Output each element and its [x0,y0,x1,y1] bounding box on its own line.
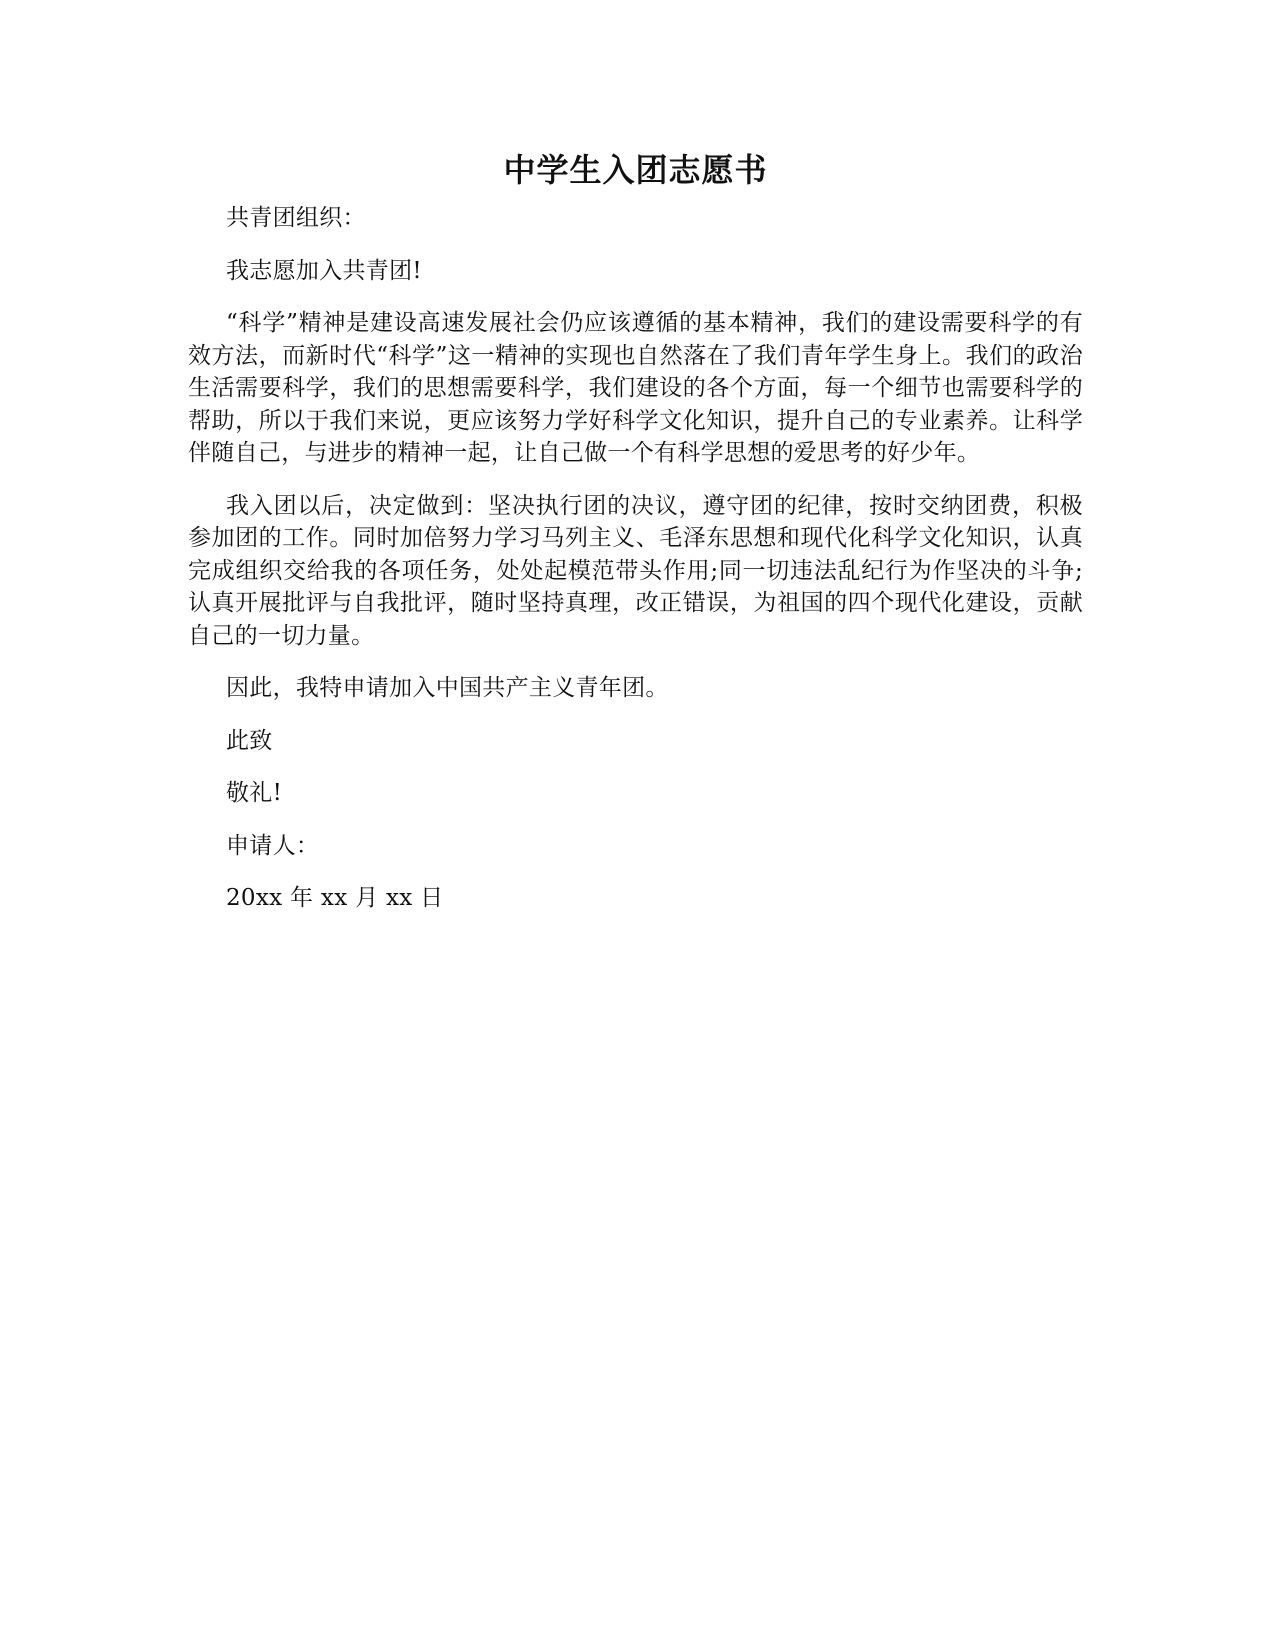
closing-line-2: 敬礼! [226,780,283,806]
document-body [188,148,1083,935]
paragraph-declaration: 我志愿加入共青团! [226,257,422,284]
paragraph-application: 因此，我特申请加入中国共产主义青年团。 [226,675,669,701]
paragraph-commitments: 我入团以后，决定做到：坚决执行团的决议，遵守团的纪律，按时交纳团费，积极参加团的工作。同时加倍努力学习马列主义、毛泽东思想和现代化科学文化知识，认真完成组织交给我的各项任务，处处起模范带头作用;同一切违法乱纪行为作坚决的斗争;认真开展批评与自我批评，随时坚持真理，改正错误，为祖国的四个现代化建设，贡献自己的一切力量。 [188,492,1083,649]
closing-line-1: 此致 [226,727,273,754]
date-line: 20xx 年 xx 月 xx 日 [226,885,444,911]
salutation: 共青团组织： [226,205,366,231]
paragraph-science: “科学”精神是建设高速发展社会仍应该遵循的基本精神，我们的建设需要科学的有效方法，而新时代“科学”这一精神的实现也自然落在了我们青年学生身上。我们的政治生活需要科学，我们的思想需要科学，我们建设的各个方面，每一个细节也需要科学的帮助，所以于我们来说，更应该努力学好科学文化知识，提升自己的专业素养。让科学伴随自己，与进步的精神一起，让自己做一个有科学思想的爱思考的好少年。 [188,310,1083,466]
document-title: 中学生入团志愿书 [503,151,768,189]
applicant-line: 申请人： [226,832,320,859]
